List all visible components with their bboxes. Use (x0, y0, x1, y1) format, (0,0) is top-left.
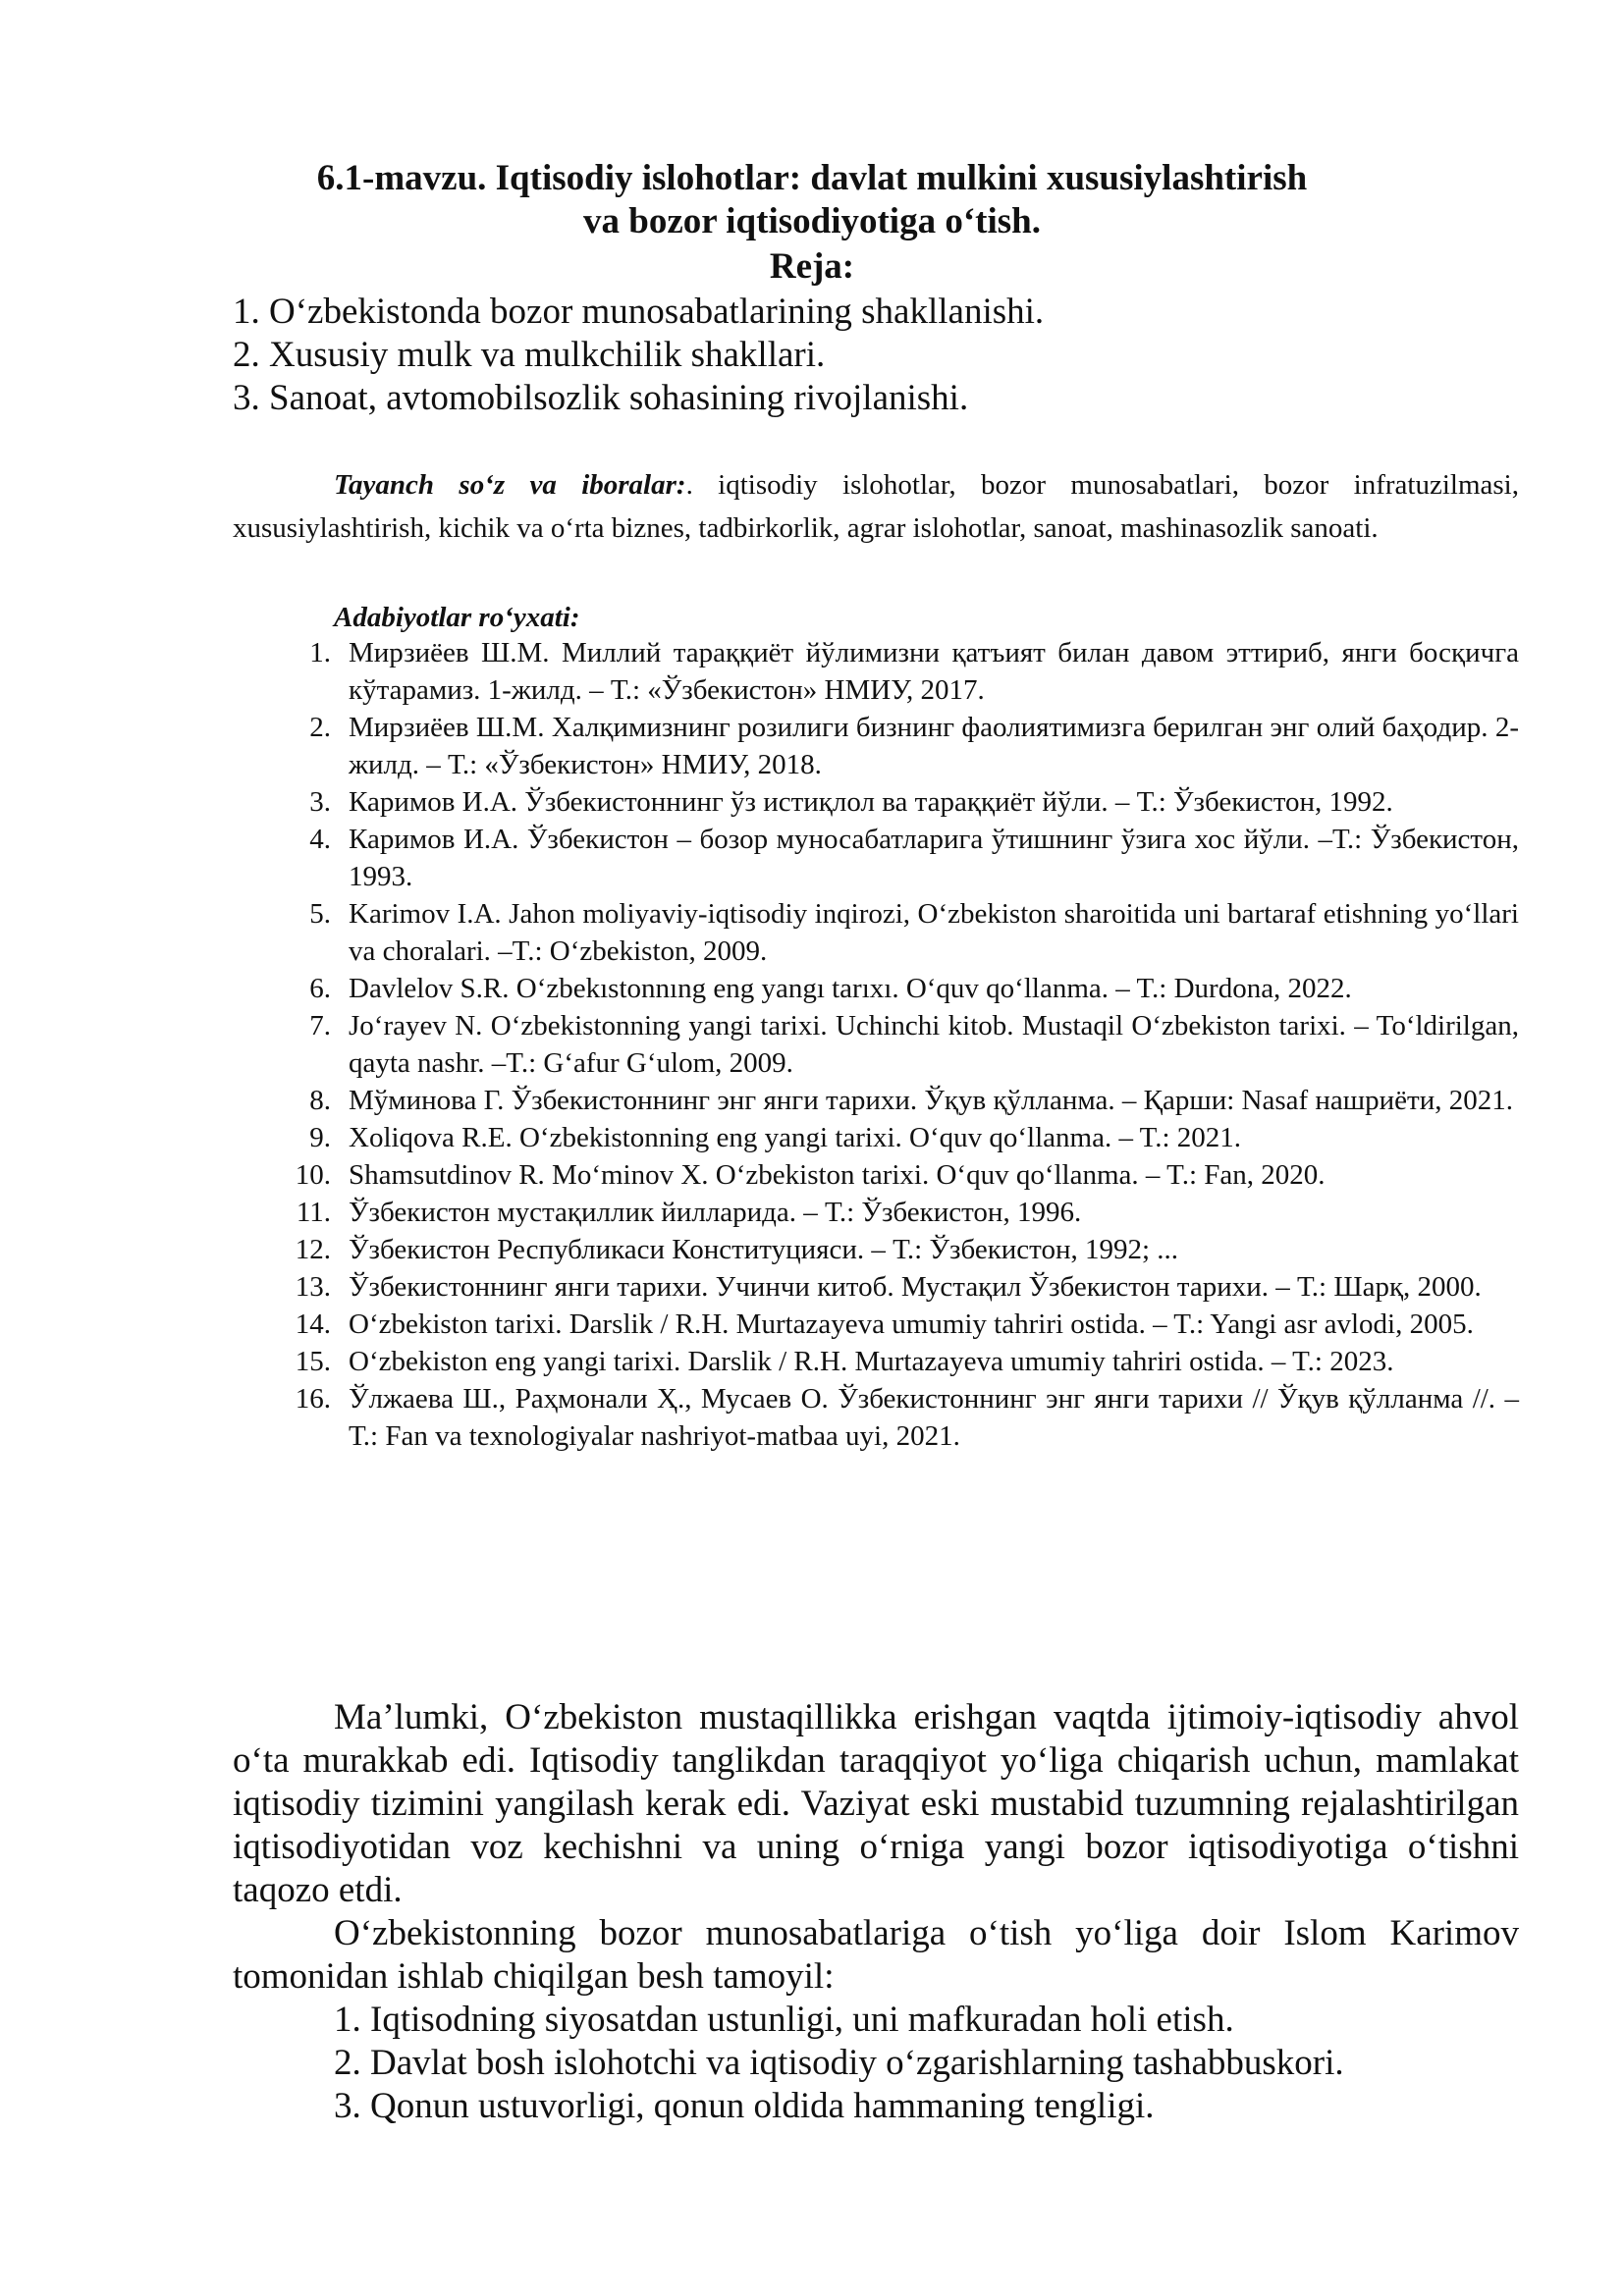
reference-number: 7. (309, 1010, 331, 1041)
plan-item: 2. Xususiy mulk va mulkchilik shakllari. (233, 335, 826, 375)
reference-text: Ўзбекистон Республикаси Конституцияси. – Т.: Ўзбекистон, 1992; ... (349, 1234, 1179, 1265)
reference-text: Ўзбекистон мустақиллик йилларида. – Т.: Ўзбекистон, 1996. (349, 1197, 1082, 1228)
principle-item: 1. Iqtisodning siyosatdan ustunligi, uni mafkuradan holi etish. (334, 2000, 1234, 2040)
reference-item (233, 1343, 1519, 1380)
body-paragraph: Ma’lumki, O‘zbekiston mustaqillikka erishgan vaqtda ijtimoiy-iqtisodiy ahvol o‘ta murakkab edi. Iqtisodiy tanglikdan taraqqiyot yo‘liga chiqarish uchun, mamlakat iqtisodiy tizimini yangilash kerak edi. Vaziyat eski mustabid tuzumning rejalashtirilgan iqtisodiyotidan voz kechishni va uning o‘rniga yangi bozor iqtisodiyotiga o‘tishni taqozo etdi. (233, 1697, 1519, 1910)
reference-text: Davlelov S.R. O‘zbekıstonnıng eng yangı tarıxı. O‘quv qo‘llanma. – T.: Durdona, 2022. (349, 973, 1352, 1004)
reference-number: 6. (309, 973, 331, 1004)
reference-text: Мўминова Г. Ўзбекистоннинг энг янги тарихи. Ўқув қўлланма. – Қарши: Nasaf нашриёти, 2021. (349, 1085, 1513, 1116)
reference-text: O‘zbekiston tarixi. Darslik / R.H. Murtazayeva umumiy tahriri ostida. – T.: Yangi asr avlodi, 2005. (349, 1308, 1474, 1340)
plan-item: 3. Sanoat, avtomobilsozlik sohasining rivojlanishi. (233, 378, 969, 418)
reference-item (233, 1082, 1519, 1119)
reference-item (233, 783, 1519, 821)
reference-number: 10. (295, 1159, 331, 1191)
reference-number: 3. (309, 786, 331, 818)
reference-number: 9. (309, 1122, 331, 1153)
reference-item (233, 1231, 1519, 1268)
reference-number: 15. (295, 1346, 331, 1377)
plan-heading: Reja: (769, 246, 855, 287)
reference-text: Karimov I.A. Jahon moliyaviy-iqtisodiy inqirozi, O‘zbekiston sharoitida uni bartaraf etishning yo‘llari va choralari. –T.: O‘zbekiston, 2009. (349, 898, 1519, 967)
reference-number: 5. (309, 898, 331, 930)
reference-number: 1. (309, 637, 331, 668)
plan-item: 1. O‘zbekistonda bozor munosabatlarining shakllanishi. (233, 292, 1045, 332)
body-paragraph: O‘zbekistonning bozor munosabatlariga o‘tish yo‘liga doir Islom Karimov tomonidan ishlab chiqilgan besh tamoyil: (233, 1913, 1519, 1997)
reference-number: 11. (296, 1197, 331, 1228)
reference-item (233, 895, 1519, 970)
reference-item (233, 634, 1519, 709)
reference-text: O‘zbekiston eng yangi tarixi. Darslik / R.H. Murtazayeva umumiy tahriri ostida. – T.: 2023. (349, 1346, 1394, 1377)
references-list (233, 634, 1519, 1455)
reference-text: Мирзиёев Ш.М. Миллий тараққиёт йўлимизни қатъият билан давом эттириб, янги босқичга кўтарамиз. 1-жилд. – Т.: «Ўзбекистон» НМИУ, 2017. (349, 637, 1519, 706)
reference-item (233, 709, 1519, 783)
reference-item (233, 1194, 1519, 1231)
reference-text: Xoliqova R.E. O‘zbekistonning eng yangi tarixi. O‘quv qo‘llanma. – T.: 2021. (349, 1122, 1242, 1153)
reference-number: 12. (295, 1234, 331, 1265)
reference-number: 16. (295, 1383, 331, 1415)
topic-title-line-2: va bozor iqtisodiyotiga o‘tish. (583, 201, 1041, 241)
reference-item (233, 970, 1519, 1007)
reference-number: 14. (295, 1308, 331, 1340)
reference-item (233, 1156, 1519, 1194)
reference-item (233, 1119, 1519, 1156)
reference-item (233, 1380, 1519, 1455)
keywords-label: Tayanch so‘z va iboralar: (334, 469, 686, 501)
topic-title-line-1: 6.1-mavzu. Iqtisodiy islohotlar: davlat mulkini xususiylashtirish (316, 158, 1308, 198)
reference-text: Shamsutdinov R. Mo‘minov X. O‘zbekiston tarixi. O‘quv qo‘llanma. – T.: Fan, 2020. (349, 1159, 1326, 1191)
reference-text: Мирзиёев Ш.М. Халқимизнинг розилиги бизнинг фаолиятимизга берилган энг олий баҳодир. 2-жилд. – Т.: «Ўзбекистон» НМИУ, 2018. (349, 712, 1519, 780)
reference-item (233, 1268, 1519, 1306)
principle-item: 2. Davlat bosh islohotchi va iqtisodiy o‘zgarishlarning tashabbuskori. (334, 2043, 1344, 2083)
reference-number: 4. (309, 824, 331, 855)
reference-item (233, 1306, 1519, 1343)
reference-text: Ўлжаева Ш., Раҳмонали Ҳ., Мусаев О. Ўзбекистоннинг энг янги тарихи // Ўқув қўлланма //. – Т.: Fan va texnologiyalar nashriyot-matbaa uyi, 2021. (349, 1383, 1519, 1452)
reference-text: Jo‘rayev N. O‘zbekistonning yangi tarixi. Uchinchi kitob. Mustaqil O‘zbekiston tarixi. – To‘ldirilgan, qayta nashr. –T.: G‘afur G‘ulom, 2009. (349, 1010, 1519, 1079)
reference-item (233, 821, 1519, 895)
reference-text: Ўзбекистоннинг янги тарихи. Учинчи китоб. Мустақил Ўзбекистон тарихи. – Т.: Шарқ, 2000. (349, 1271, 1482, 1303)
reference-item (233, 1007, 1519, 1082)
reference-text: Каримов И.А. Ўзбекистон – бозор муносабатларига ўтишнинг ўзига хос йўли. –Т.: Ўзбекистон, 1993. (349, 824, 1519, 892)
keywords-text: . iqtisodiy islohotlar, bozor munosabatlari, bozor infratuzilmasi, xususiylashtirish, kichik va o‘rta biznes, tadbirkorlik, agrar islohotlar, sanoat, mashinasozlik sanoati. (233, 469, 1519, 544)
references-heading: Adabiyotlar ro‘yxati: (334, 602, 580, 633)
reference-number: 2. (309, 712, 331, 743)
principle-item: 3. Qonun ustuvorligi, qonun oldida hammaning tengligi. (334, 2086, 1155, 2126)
reference-number: 8. (309, 1085, 331, 1116)
reference-number: 13. (295, 1271, 331, 1303)
keywords-paragraph (233, 463, 1519, 550)
reference-text: Каримов И.А. Ўзбекистоннинг ўз истиқлол ва тараққиёт йўли. – Т.: Ўзбекистон, 1992. (349, 786, 1393, 818)
